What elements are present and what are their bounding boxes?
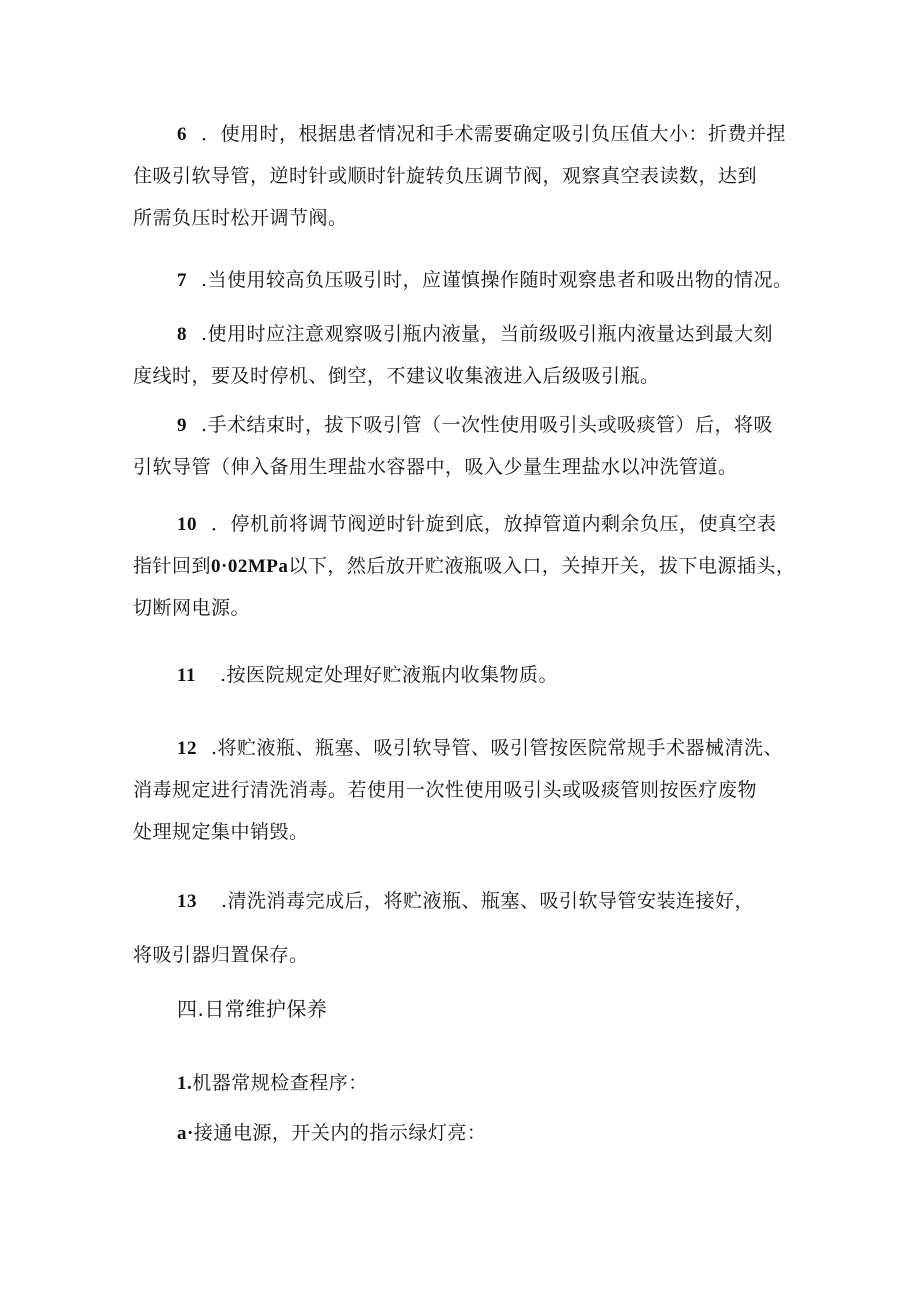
list-item-line: 引软导管（伸入备用生理盐水容器中，吸入少量生理盐水以冲洗管道。 [133, 456, 738, 478]
item-number: 11 [177, 665, 196, 686]
item-number: 12 [177, 738, 197, 759]
list-item-13 [133, 880, 793, 976]
list-item-line [133, 880, 793, 922]
list-item-line: 处理规定集中销毁。 [133, 821, 309, 843]
list-item-line [133, 404, 793, 446]
list-item-11 [133, 654, 793, 696]
item-text: .使用时应注意观察吸引瓶内液量，当前级吸引瓶内液量达到最大刻 [201, 323, 774, 345]
item-number: 9 [177, 415, 187, 436]
item-text: .清洗消毒完成后，将贮液瓶、瓶塞、吸引软导管安装连接好， [221, 890, 755, 912]
sub-item-number: 1. [177, 1073, 193, 1094]
list-item-12 [133, 727, 793, 853]
list-item-line: 将吸引器归置保存。 [133, 944, 309, 966]
item-number: 10 [177, 514, 197, 535]
item-number: 8 [177, 324, 187, 345]
list-item-line [133, 727, 793, 769]
list-item-line: 所需负压时松开调节阀。 [133, 207, 348, 229]
list-item-line [133, 313, 793, 355]
sub-item-1 [177, 1063, 368, 1104]
list-item-7 [133, 259, 793, 301]
list-item-line: 切断网电源。 [133, 597, 251, 619]
list-item-line [133, 503, 793, 545]
list-item-10 [133, 503, 796, 629]
list-item-8 [133, 313, 793, 397]
list-item-line [133, 259, 793, 301]
list-item-line: 住吸引软导管，逆时针或顺时针旋转负压调节阀，观察真空表读数，达到 [133, 165, 758, 187]
sub-item-text: 机器常规检查程序： [192, 1072, 368, 1094]
item-text: ．停机前将调节阀逆时针旋到底，放掉管道内剩余负压，使真空表 [211, 513, 777, 535]
item-text: .手术结束时，拔下吸引管（一次性使用吸引头或吸痰管）后，将吸 [201, 414, 774, 436]
item-number: 7 [177, 270, 187, 291]
pressure-value: 0·02MPa [211, 556, 289, 577]
item-number: 13 [177, 891, 197, 912]
item-text: 以下，然后放开贮液瓶吸入口，关掉开关，拔下电源插头， [288, 555, 796, 577]
item-text: .按医院规定处理好贮液瓶内收集物质。 [219, 664, 558, 686]
sub-item-a [177, 1113, 486, 1154]
list-item-line [133, 545, 796, 587]
section-heading: 四.日常维护保养 [177, 997, 328, 1021]
item-text: .将贮液瓶、瓶塞、吸引软导管、吸引管按医院常规手术器械清洗、 [211, 737, 784, 759]
list-item-6 [133, 113, 793, 239]
list-item-9 [133, 404, 793, 488]
list-item-line [133, 113, 793, 155]
item-text: 指针回到 [133, 555, 212, 577]
list-item-line: 消毒规定进行清洗消毒。若使用一次性使用吸引头或吸痰管则按医疗废物 [133, 779, 758, 801]
sub-item-letter: a· [177, 1123, 194, 1144]
item-text: ．使用时，根据患者情况和手术需要确定吸引负压值大小：折费并捏 [201, 123, 787, 145]
item-text: .当使用较高负压吸引时，应谨慎操作随时观察患者和吸出物的情况。 [201, 269, 793, 291]
item-number: 6 [177, 124, 187, 145]
list-item-line: 度线时，要及时停机、倒空，不建议收集液进入后级吸引瓶。 [133, 365, 660, 387]
sub-item-text: 接通电源，开关内的指示绿灯亮： [193, 1122, 487, 1144]
list-item-line [133, 654, 793, 696]
